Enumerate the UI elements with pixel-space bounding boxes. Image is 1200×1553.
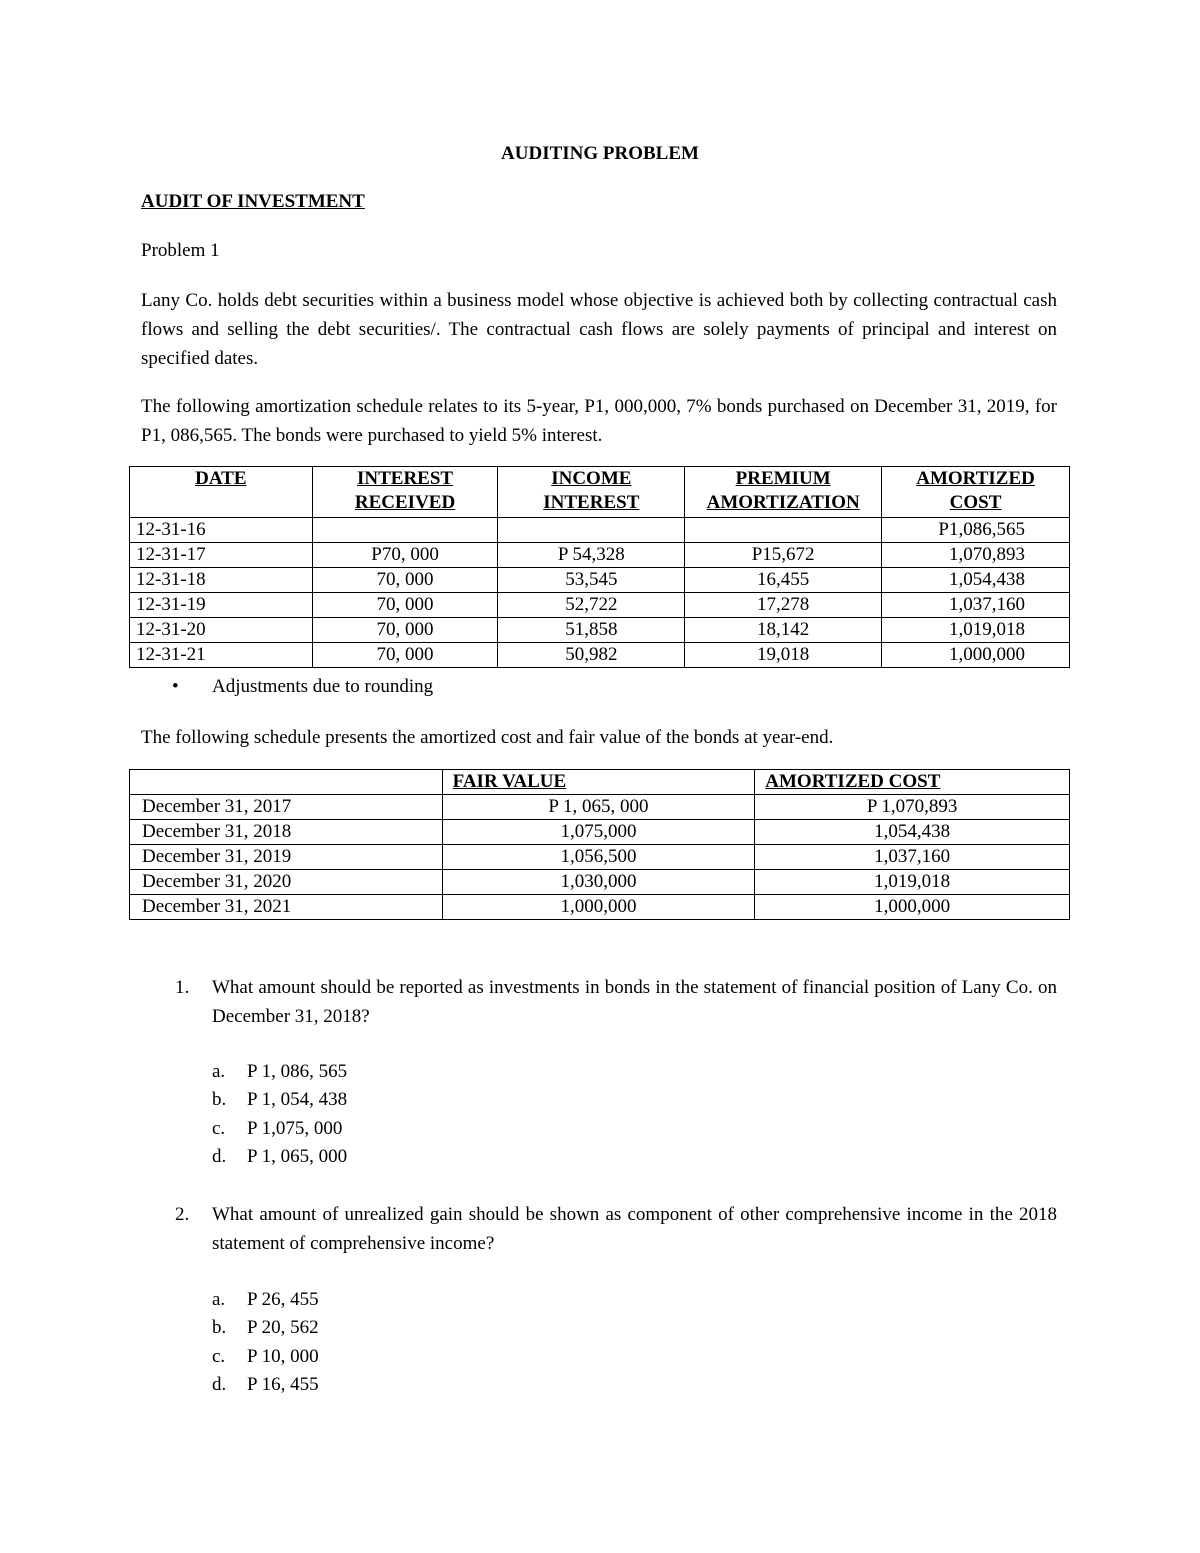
header-premium-amortization: PREMIUM AMORTIZATION — [685, 467, 882, 518]
problem-paragraph-2: The following amortization schedule relates to its 5-year, P1, 000,000, 7% bonds purchased on December 31, 2019, for P1, 086,565. The bonds were purchased to yield 5% interest. — [141, 396, 1057, 446]
option-text: P 16, 455 — [247, 1373, 319, 1395]
table-cell: 51,858 — [498, 618, 685, 643]
option-c — [212, 1115, 347, 1143]
table-row — [130, 518, 1070, 543]
table-cell: 1,037,160 — [755, 845, 1070, 870]
amortization-schedule-table — [129, 466, 1070, 668]
option-d — [212, 1371, 319, 1399]
bullet-icon: • — [172, 676, 179, 697]
table-cell: December 31, 2018 — [130, 820, 443, 845]
option-letter: b. — [212, 1317, 227, 1339]
question-1-options — [212, 1058, 347, 1171]
question-2 — [175, 1200, 1057, 1258]
question-text: What amount of unrealized gain should be shown as component of other comprehensive income in the 2018 statement of comprehensive income? — [212, 1204, 1057, 1254]
table-cell: 70, 000 — [312, 618, 498, 643]
document-title: AUDITING PROBLEM — [501, 143, 699, 164]
option-text: P 10, 000 — [247, 1345, 319, 1367]
option-letter: c. — [212, 1345, 226, 1367]
table-cell: 70, 000 — [312, 568, 498, 593]
table-row — [130, 895, 1070, 920]
table-cell: P70, 000 — [312, 543, 498, 568]
option-text: P 1, 086, 565 — [247, 1061, 348, 1082]
table-cell: 12-31-20 — [130, 618, 313, 643]
table-cell: 12-31-21 — [130, 643, 313, 668]
table-cell: December 31, 2017 — [130, 795, 443, 820]
header-income-interest: INCOME INTEREST — [498, 467, 685, 518]
table-row — [130, 618, 1070, 643]
table-cell: December 31, 2020 — [130, 870, 443, 895]
option-a — [212, 1286, 319, 1314]
table-header-row — [130, 770, 1070, 795]
table-cell: 1,054,438 — [755, 820, 1070, 845]
header-date: DATE — [130, 467, 313, 518]
option-letter: a. — [212, 1061, 226, 1082]
table-row — [130, 845, 1070, 870]
table-cell: 16,455 — [685, 568, 882, 593]
table-cell: 1,019,018 — [755, 870, 1070, 895]
table-cell: 1,000,000 — [442, 895, 755, 920]
table-cell: 70, 000 — [312, 643, 498, 668]
table-cell: 1,070,893 — [882, 543, 1070, 568]
fair-value-table — [129, 769, 1070, 920]
table-cell: 1,030,000 — [442, 870, 755, 895]
table-cell: 1,075,000 — [442, 820, 755, 845]
table-row — [130, 543, 1070, 568]
rounding-note — [172, 676, 433, 698]
table-cell: 1,056,500 — [442, 845, 755, 870]
table-cell: P15,672 — [685, 543, 882, 568]
option-text: P 20, 562 — [247, 1317, 319, 1339]
table-header-row — [130, 467, 1070, 518]
header-fair-value: FAIR VALUE — [442, 770, 755, 795]
table-cell: 12-31-18 — [130, 568, 313, 593]
table-cell: 12-31-19 — [130, 593, 313, 618]
table-cell: P 1,070,893 — [755, 795, 1070, 820]
table-row — [130, 870, 1070, 895]
table-cell: 52,722 — [498, 593, 685, 618]
option-letter: d. — [212, 1145, 227, 1167]
option-text: P 1,075, 000 — [247, 1117, 343, 1139]
table-cell: 1,019,018 — [882, 618, 1070, 643]
table-row — [130, 568, 1070, 593]
table-cell: December 31, 2019 — [130, 845, 443, 870]
problem-label: Problem 1 — [141, 240, 220, 261]
option-d — [212, 1143, 347, 1171]
fair-value-intro: The following schedule presents the amortized cost and fair value of the bonds at year-end. — [141, 727, 834, 748]
option-letter: c. — [212, 1117, 226, 1139]
option-a — [212, 1058, 347, 1086]
header-amortized-cost: AMORTIZED COST — [882, 467, 1070, 518]
table-cell: P1,086,565 — [882, 518, 1070, 543]
option-text: P 1, 054, 438 — [247, 1089, 348, 1111]
question-text: What amount should be reported as investments in bonds in the statement of financial position of Lany Co. on December 31, 2018? — [212, 977, 1057, 1027]
table-cell: 1,000,000 — [882, 643, 1070, 668]
question-1 — [175, 973, 1057, 1031]
option-c — [212, 1343, 319, 1371]
section-heading: AUDIT OF INVESTMENT — [141, 191, 365, 212]
option-text: P 26, 455 — [247, 1289, 319, 1310]
option-b — [212, 1314, 319, 1342]
table-cell: 50,982 — [498, 643, 685, 668]
table-cell: 1,054,438 — [882, 568, 1070, 593]
table-cell: December 31, 2021 — [130, 895, 443, 920]
table-row — [130, 820, 1070, 845]
header-amortized-cost: AMORTIZED COST — [755, 770, 1070, 795]
table-cell: 19,018 — [685, 643, 882, 668]
table-row — [130, 643, 1070, 668]
table-cell: 1,000,000 — [755, 895, 1070, 920]
table-cell: 12-31-16 — [130, 518, 313, 543]
question-2-options — [212, 1286, 319, 1399]
table-cell: 1,037,160 — [882, 593, 1070, 618]
rounding-note-text: Adjustments due to rounding — [212, 676, 434, 697]
table-cell — [685, 518, 882, 543]
table-cell — [498, 518, 685, 543]
option-letter: a. — [212, 1289, 226, 1310]
table-cell: 12-31-17 — [130, 543, 313, 568]
option-b — [212, 1086, 347, 1114]
option-letter: d. — [212, 1373, 227, 1395]
table-cell: 17,278 — [685, 593, 882, 618]
option-text: P 1, 065, 000 — [247, 1145, 348, 1167]
table-cell: P 1, 065, 000 — [442, 795, 755, 820]
header-blank — [130, 770, 443, 795]
table-cell: P 54,328 — [498, 543, 685, 568]
table-cell: 53,545 — [498, 568, 685, 593]
question-number: 1. — [175, 977, 190, 998]
table-cell: 70, 000 — [312, 593, 498, 618]
table-cell — [312, 518, 498, 543]
header-interest-received: INTEREST RECEIVED — [312, 467, 498, 518]
table-cell: 18,142 — [685, 618, 882, 643]
question-number: 2. — [175, 1204, 190, 1225]
table-row — [130, 795, 1070, 820]
problem-paragraph-1: Lany Co. holds debt securities within a business model whose objective is achieved both by collecting contractual cash flows and selling the debt securities/. The contractual cash flows are solely payments of principal and interest on specified dates. — [141, 290, 1057, 369]
table-row — [130, 593, 1070, 618]
option-letter: b. — [212, 1089, 227, 1111]
